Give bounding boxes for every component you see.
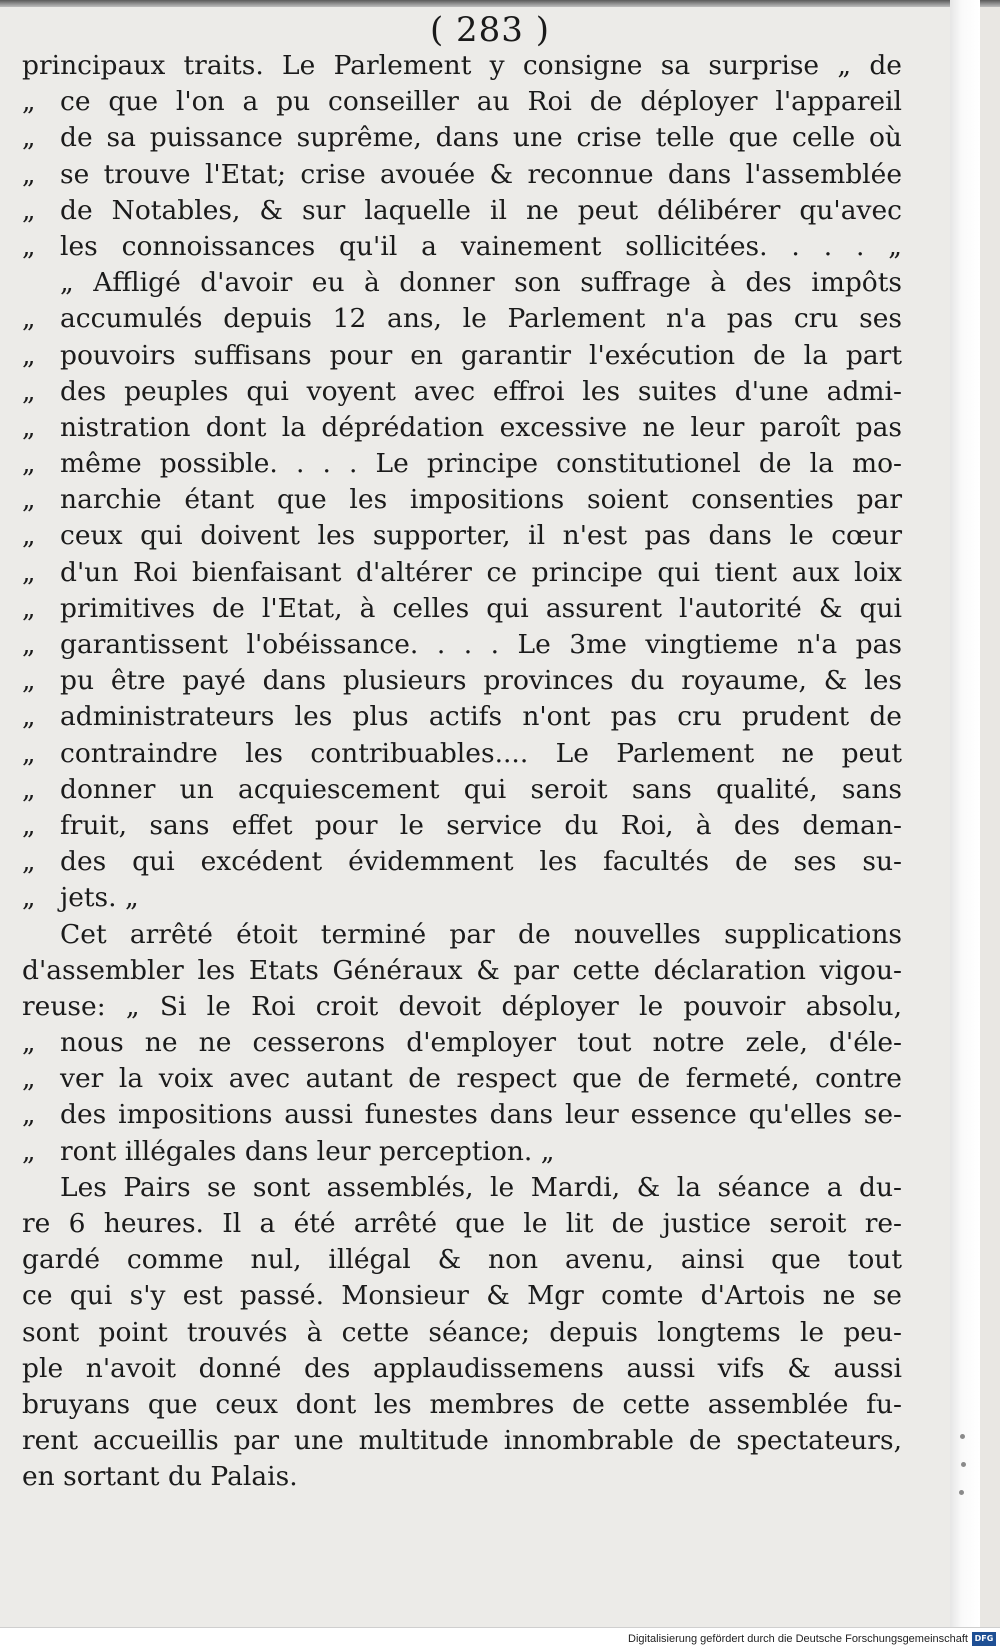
text-line [22, 880, 902, 916]
text-line [22, 591, 902, 627]
text-line [22, 736, 902, 772]
text-line [22, 301, 902, 337]
text-line [22, 663, 902, 699]
line-text: donner un acquiescement qui seroit sans qualité, sans [60, 773, 902, 805]
quote-mark: „ [22, 847, 36, 878]
text-line [22, 627, 902, 663]
line-text: rent accueillis par une multitude innombrable de spectateurs, [22, 1425, 902, 1457]
line-text: de sa puissance suprême, dans une crise telle que celle où [60, 122, 902, 154]
footer-bar [0, 1627, 1000, 1651]
quote-mark: „ [22, 630, 36, 660]
text-line [22, 338, 902, 374]
text-line [22, 84, 902, 120]
text-line [22, 1025, 902, 1061]
line-text: „ Affligé d'avoir eu à donner son suffrage à des impôts [60, 267, 902, 299]
line-text: Les Pairs se sont assemblés, le Mardi, & la séance a du- [60, 1171, 902, 1203]
text-line [22, 917, 902, 953]
line-text: nistration dont la déprédation excessive ne leur paroît pas [60, 411, 902, 443]
line-text: primitives de l'Etat, à celles qui assurent l'autorité & qui [60, 592, 902, 624]
text-line [22, 1315, 902, 1351]
line-text: jets. „ [60, 882, 139, 914]
line-text: d'assembler les Etats Généraux & par cette déclaration vigou- [22, 954, 902, 986]
line-text: des qui excédent évidemment les facultés de ses su- [60, 846, 902, 878]
line-text: narchie étant que les impositions soient consenties par [60, 484, 902, 516]
line-text: garantissent l'obéissance. . . . Le 3me vingtieme n'a pas [60, 629, 902, 660]
line-text: nous ne ne cesserons d'employer tout notre zele, d'éle- [60, 1027, 902, 1059]
quote-mark: „ [22, 485, 36, 516]
line-text: ple n'avoit donné des applaudissemens aussi vifs & aussi [22, 1352, 902, 1384]
scan-speck [961, 1462, 966, 1467]
funding-note: Digitalisierung gefördert durch die Deutsche Forschungsgemeinschaft [628, 1633, 968, 1645]
text-line [22, 1423, 902, 1459]
quote-mark: „ [22, 666, 36, 697]
text-line [22, 953, 902, 989]
line-text: ceux qui doivent les supporter, il n'est pas dans le cœur [60, 520, 902, 552]
text-line [22, 518, 902, 554]
dfg-logo: DFG [972, 1632, 996, 1646]
line-text: principaux traits. Le Parlement y consigne sa surprise „ de [22, 50, 902, 81]
line-text: contraindre les contribuables.... Le Parlement ne peut [60, 737, 902, 769]
line-text: en sortant du Palais. [22, 1461, 298, 1493]
body-text [22, 48, 902, 1496]
quote-mark: „ [22, 1136, 36, 1167]
text-line [22, 1387, 902, 1423]
quote-mark: „ [22, 195, 36, 226]
quote-mark: „ [22, 340, 36, 371]
text-line [22, 48, 902, 84]
quote-mark: „ [22, 412, 36, 443]
page-number: ( 283 ) [429, 10, 551, 50]
quote-mark: „ [22, 1064, 36, 1095]
line-text: pouvoirs suffisans pour en garantir l'exécution de la part [60, 339, 902, 371]
text-line [22, 699, 902, 735]
text-line [22, 1097, 902, 1133]
line-text: pu être payé dans plusieurs provinces du royaume, & les [60, 665, 902, 697]
line-text: Cet arrêté étoit terminé par de nouvelles supplications [60, 918, 902, 950]
line-text: ver la voix avec autant de respect que de fermeté, contre [60, 1063, 902, 1095]
line-text: ce que l'on a pu conseiller au Roi de déployer l'appareil [60, 86, 902, 118]
quote-mark: „ [22, 883, 36, 914]
text-line [22, 989, 902, 1025]
line-text: des impositions aussi funestes dans leur essence qu'elles se- [60, 1099, 902, 1131]
text-line [22, 772, 902, 808]
line-text: re 6 heures. Il a été arrêté que le lit de justice seroit re- [22, 1208, 902, 1239]
text-line [22, 229, 902, 265]
quote-mark: „ [22, 449, 36, 480]
line-text: des peuples qui voyent avec effroi les suites d'une admi- [60, 375, 902, 407]
line-text: les connoissances qu'il a vainement sollicitées. . . . „ [60, 230, 902, 262]
line-text: d'un Roi bienfaisant d'altérer ce principe qui tient aux loix [60, 556, 902, 588]
text-line [22, 193, 902, 229]
quote-mark: „ [22, 774, 36, 805]
text-line [22, 1278, 902, 1314]
text-line [22, 482, 902, 518]
text-line [22, 844, 902, 880]
text-line [22, 446, 902, 482]
text-line [22, 1242, 902, 1278]
line-text: ront illégales dans leur perception. „ [60, 1135, 555, 1167]
line-text: gardé comme nul, illégal & non avenu, ainsi que tout [22, 1244, 902, 1276]
line-text: administrateurs les plus actifs n'ont pas cru prudent de [60, 701, 902, 733]
quote-mark: „ [22, 159, 36, 190]
line-text: de Notables, & sur laquelle il ne peut délibérer qu'avec [60, 194, 902, 226]
text-line [22, 1206, 902, 1242]
text-line [22, 374, 902, 410]
text-line [22, 1061, 902, 1097]
text-line [22, 1134, 902, 1170]
quote-mark: „ [22, 810, 36, 841]
quote-mark: „ [22, 231, 36, 262]
text-line [22, 1351, 902, 1387]
quote-mark: „ [22, 123, 36, 154]
line-text: bruyans que ceux dont les membres de cette assemblée fu- [22, 1388, 902, 1420]
quote-mark: „ [22, 87, 36, 118]
page-right-edge [950, 0, 980, 1628]
line-text: sont point trouvés à cette séance; depuis longtems le peu- [22, 1316, 902, 1348]
quote-mark: „ [22, 521, 36, 552]
line-text: reuse: „ Si le Roi croit devoit déployer le pouvoir absolu, [22, 990, 902, 1022]
scan-speck [959, 1490, 964, 1495]
page-top-edge [0, 0, 1000, 7]
text-line [22, 1459, 902, 1495]
text-line [22, 555, 902, 591]
text-line [22, 157, 902, 193]
line-text: ce qui s'y est passé. Monsieur & Mgr comte d'Artois ne se [22, 1280, 902, 1312]
quote-mark: „ [22, 376, 36, 407]
text-line [22, 265, 902, 301]
quote-mark: „ [22, 1100, 36, 1131]
line-text: accumulés depuis 12 ans, le Parlement n'a pas cru ses [60, 303, 902, 335]
quote-mark: „ [22, 593, 36, 624]
text-line [22, 1170, 902, 1206]
quote-mark: „ [22, 557, 36, 588]
quote-mark: „ [22, 1028, 36, 1059]
line-text: même possible. . . . Le principe constitutionel de la mo- [60, 448, 902, 480]
quote-mark: „ [22, 304, 36, 335]
line-text: se trouve l'Etat; crise avouée & reconnue dans l'assemblée [60, 158, 902, 190]
quote-mark: „ [22, 738, 36, 769]
scan-speck [960, 1434, 965, 1439]
text-line [22, 120, 902, 156]
text-line [22, 410, 902, 446]
text-line [22, 808, 902, 844]
quote-mark: „ [22, 702, 36, 733]
line-text: fruit, sans effet pour le service du Roi, à des deman- [60, 809, 902, 841]
